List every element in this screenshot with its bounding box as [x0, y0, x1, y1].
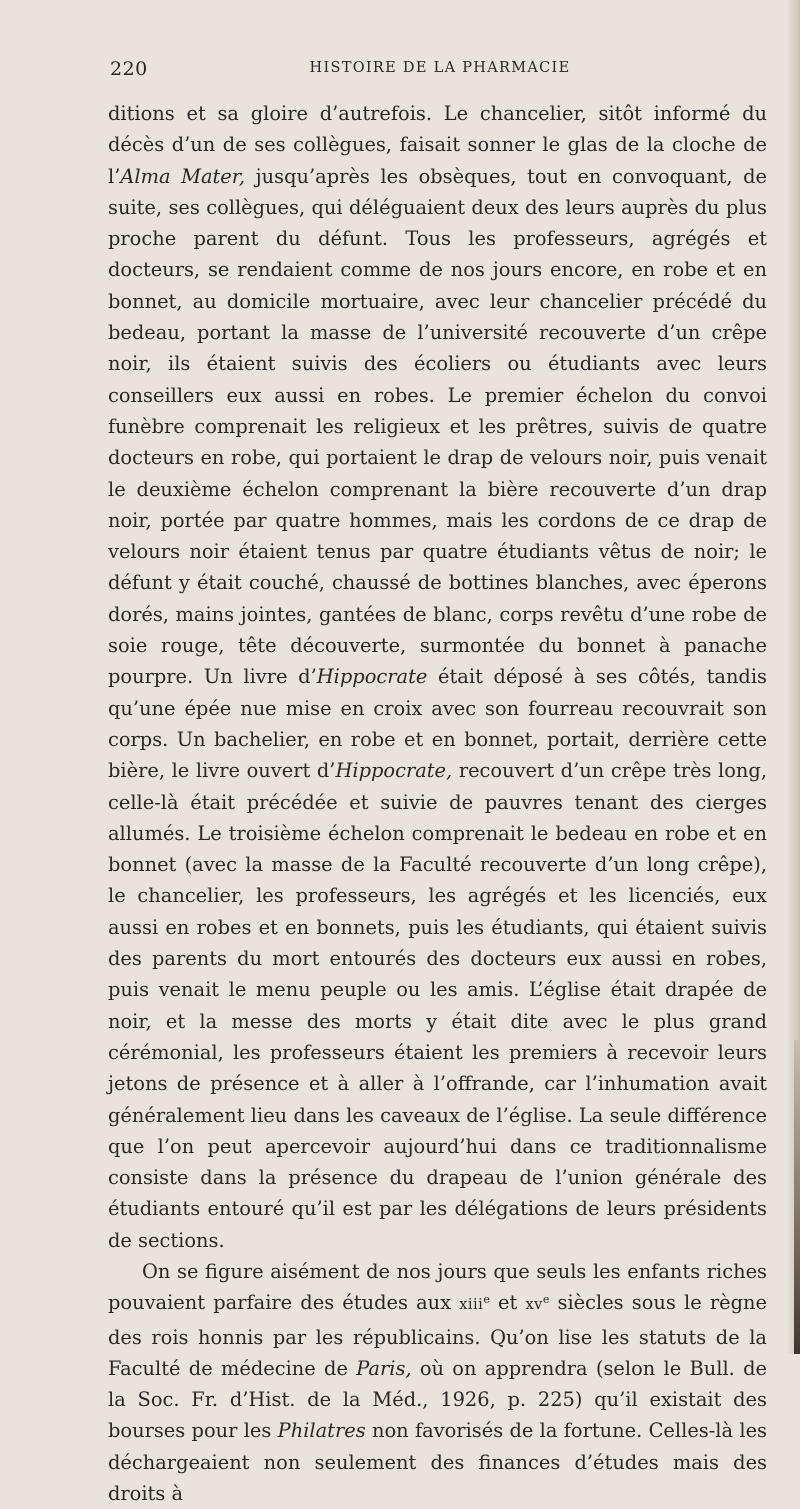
alma-mater-italic: Alma Mater,	[120, 164, 246, 188]
paragraph-2-part-1: On se figure aisément de nos jours que seuls les enfants riches pouvaient parfaire des études aux	[108, 1259, 767, 1315]
paris-italic: Paris,	[356, 1356, 412, 1380]
century-fifteen: xv	[525, 1297, 543, 1314]
hippocrate-italic-1: Hippocrate	[316, 665, 428, 689]
paragraph-2-part-5: non favorisés de la fortune. Celles-là les déchargeaient non seulement des finances d’études mais des droits à	[108, 1419, 768, 1506]
page-binding-shadow	[794, 1040, 800, 1354]
paragraph-1-part-2: jusqu’après les obsèques, tout en convoquant, de suite, ses collègues, qui déléguaient deux des leurs auprès du plus proche parent du défunt. Tous les professeurs, agrégés et docteurs, se rendaient comme de nos jours encore, en robe et en bonnet, au domicile mortuaire, avec leur chancelier précédé du bedeau, portant la masse de l’université recouverte d’un crêpe noir, ils étaient suivis des écoliers ou étudiants avec leurs conseillers eux aussi en robes. Le premier échelon du convoi funèbre comprenait les religieux et les prêtres, suivis de quatre docteurs en robe, qui portaient le drap de velours noir, puis venait le deuxième échelon comprenant la bière recouverte d’un drap noir, portée par quatre hommes, mais les cordons de ce drap de velours noir étaient tenus par quatre étudiants vêtus de noir; le défunt y était couché, chaussé de bottines blanches, avec éperons dorés, mains jointes, gantées de blanc, corps revêtu d’une robe de soie rouge, tête découverte, surmontée du bonnet à panache pourpre. Un livre d’	[108, 164, 767, 689]
century-sup-1: e	[483, 1293, 490, 1307]
century-sup-2: e	[542, 1293, 550, 1307]
paragraph-1	[108, 98, 767, 1256]
paragraph-2-part-4: où on apprendra (selon le Bull. de la Soc. Fr. d’Hist. de la Méd., 1926, p. 225) qu’il existait des bourses pour les	[108, 1356, 767, 1443]
paragraph-1-part-1: ditions et sa gloire d’autrefois. Le chancelier, sitôt informé du décès d’un de ses collègues, faisait sonner le glas de la cloche de l’	[108, 102, 767, 188]
running-header	[110, 58, 770, 84]
century-thirteen: xiii	[459, 1297, 484, 1314]
philatres-italic: Philatres	[277, 1419, 366, 1443]
paragraph-2	[108, 1256, 767, 1509]
page-number: 220	[110, 58, 148, 80]
hippocrate-italic-2: Hippocrate,	[335, 759, 453, 783]
body-text	[108, 98, 767, 1509]
paragraph-2-part-2: et	[489, 1291, 526, 1315]
paragraph-1-part-4: recouvert d’un crêpe très long, celle-là était précédée et suivie de pauvres tenant des cierges allumés. Le troisième échelon comprenait le bedeau en robe et en bonnet (avec la masse de la Faculté recouverte d’un long crêpe), le chancelier, les professeurs, les agrégés et les licenciés, eux aussi en robes et en bonnets, puis les étudiants, qui étaient suivis des parents du mort entourés des docteurs eux aussi en robes, puis venait le menu peuple ou les amis. L’église était drapée de noir, et la messe des morts y était dite avec le plus grand cérémonial, les professeurs étaient les premiers à recevoir leurs jetons de présence et à aller à l’offrande, car l’inhumation avait généralement lieu dans les caveaux de l’église. La seule différence que l’on peut apercevoir aujourd’hui dans ce traditionnalisme consiste dans la présence du drapeau de l’union générale des étudiants entouré qu’il est par les délégations de leurs présidents de sections.	[108, 759, 767, 1252]
paragraph-2-part-3: siècles sous le règne des rois honnis par les républicains. Qu’on lise les statuts de la Faculté de médecine de	[108, 1291, 767, 1380]
paragraph-1-part-3: était déposé à ses côtés, tandis qu’une épée nue mise en croix avec son fourreau recouvrait son corps. Un bachelier, en robe et en bonnet, portait, derrière cette bière, le livre ouvert d’	[108, 665, 767, 783]
running-title: HISTOIRE DE LA PHARMACIE	[309, 60, 571, 76]
